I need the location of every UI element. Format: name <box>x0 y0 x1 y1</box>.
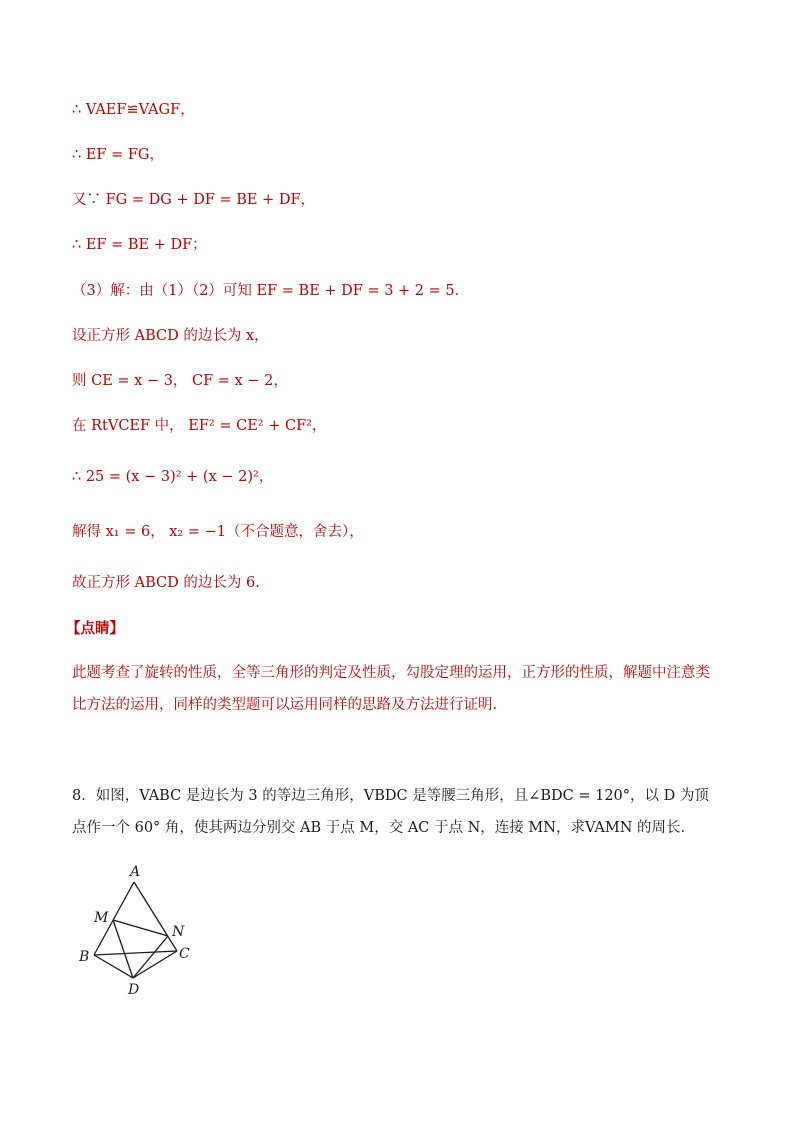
solution-line-9: ∴ 25 = (x − 3)² + (x − 2)²， <box>72 469 274 485</box>
solution-line-1: ∴ VAEF≌VAGF， <box>72 102 195 118</box>
segment-DN <box>133 936 168 978</box>
solution-line-11: 故正方形 ABCD 的边长为 6. <box>72 575 260 591</box>
solution-line-7: 则 CE = x − 3， CF = x − 2， <box>72 373 288 389</box>
note-heading: 【点睛】 <box>66 620 124 637</box>
solution-line-10: 解得 x₁ = 6， x₂ = −1（不合题意，舍去）， <box>72 524 364 540</box>
label-C: C <box>179 946 190 962</box>
solution-line-2: ∴ EF = FG， <box>72 147 164 163</box>
solution-line-5: （3）解：由（1）（2）可知 EF = BE + DF = 3 + 2 = 5． <box>72 283 470 299</box>
solution-line-6: 设正方形 ABCD 的边长为 x， <box>72 328 269 344</box>
solution-line-4: ∴ EF = BE + DF； <box>72 237 207 253</box>
segment-DM <box>113 920 133 978</box>
label-N: N <box>172 924 185 940</box>
label-D: D <box>128 982 140 998</box>
problem-8-text: 8．如图，VABC 是边长为 3 的等边三角形，VBDC 是等腰三角形，且∠BDC = 120°，以 D 为顶点作一个 60° 角，使其两边分别交 AB 于点 M，交 AC 于点 N，连接 MN，求VAMN 的周长． <box>72 788 709 836</box>
label-B: B <box>79 949 90 965</box>
note-body: 此题考查了旋转的性质，全等三角形的判定及性质，勾股定理的运用，正方形的性质，解题中注意类比方法的运用，同样的类型题可以运用同样的思路及方法进行证明. <box>72 665 710 713</box>
segment-AC <box>134 882 177 951</box>
label-M: M <box>94 910 109 926</box>
solution-line-3: 又∵ FG = DG + DF = BE + DF， <box>72 192 316 208</box>
solution-line-8: 在 RtVCEF 中， EF² = CE² + CF²， <box>72 418 327 434</box>
segment-CD <box>133 951 177 978</box>
segment-BC <box>94 951 177 955</box>
label-A: A <box>130 864 141 880</box>
segment-BD <box>94 955 133 978</box>
triangle-figure <box>70 860 210 1000</box>
